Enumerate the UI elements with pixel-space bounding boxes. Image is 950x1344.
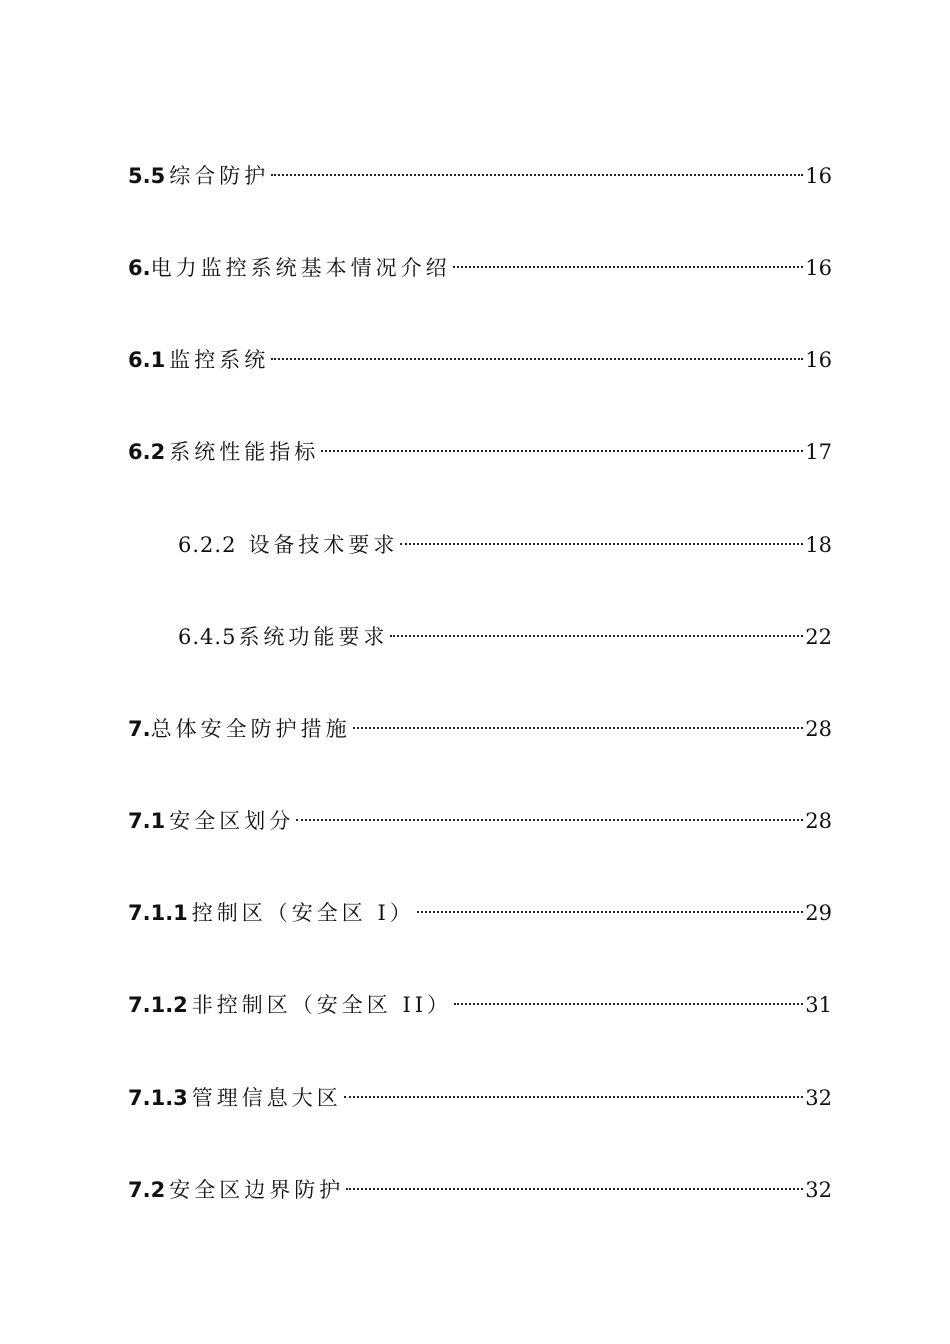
dot-leader: [353, 702, 804, 736]
dot-leader: [453, 241, 804, 275]
toc-entry-page: 18: [805, 533, 832, 557]
toc-entry-7-2[interactable]: [128, 1163, 832, 1202]
toc-entry-number: 7.2: [128, 1178, 166, 1202]
toc-entry-page: 22: [805, 625, 832, 649]
toc-entry-number: 7.1: [128, 809, 166, 833]
toc-entry-title: 非控制区（安全区 II）: [191, 993, 453, 1017]
toc-entry-title: 管理信息大区: [191, 1086, 342, 1110]
toc-entry-7-1-1[interactable]: [128, 886, 832, 925]
toc-entry-page: 16: [805, 164, 832, 188]
dot-leader: [417, 886, 803, 920]
toc-entry-page: 29: [805, 901, 832, 925]
toc-entry-title: 监控系统: [169, 348, 270, 372]
dot-leader: [271, 149, 803, 183]
dot-leader: [400, 518, 803, 552]
toc-entry-title: 总体安全防护措施: [150, 717, 351, 741]
toc-entry-title: 安全区边界防护: [169, 1178, 345, 1202]
toc-entry-5-5[interactable]: [128, 149, 832, 188]
dot-leader: [390, 610, 803, 644]
toc-entry-page: 32: [805, 1086, 832, 1110]
toc-entry-page: 28: [805, 809, 832, 833]
dot-leader: [454, 978, 803, 1012]
toc-entry-page: 32: [805, 1178, 832, 1202]
dot-leader: [321, 425, 803, 459]
toc-entry-page: 17: [805, 440, 832, 464]
toc-entry-number: 6.: [128, 256, 151, 280]
toc-entry-number: 5.5: [128, 164, 166, 188]
toc-entry-number: 7.1.2: [128, 993, 188, 1017]
toc-entry-title: 系统功能要求: [238, 625, 389, 649]
toc-entry-7-1[interactable]: [128, 794, 832, 833]
toc-entry-6[interactable]: [128, 241, 832, 280]
dot-leader: [296, 794, 803, 828]
dot-leader: [271, 333, 803, 367]
toc-entry-6-1[interactable]: [128, 333, 832, 372]
toc-entry-page: 31: [805, 993, 832, 1017]
dot-leader: [346, 1163, 803, 1197]
toc-entry-title: 系统性能指标: [169, 440, 320, 464]
toc-entry-title: 电力监控系统基本情况介绍: [150, 256, 451, 280]
toc-entry-number: 6.4.5: [178, 625, 237, 649]
toc-entry-title: 综合防护: [169, 164, 270, 188]
toc-entry-number: 7.1.1: [128, 901, 188, 925]
toc-entry-page: 16: [805, 348, 832, 372]
toc-entry-number: 6.2.2: [178, 533, 237, 557]
toc-entry-number: 6.2: [128, 440, 166, 464]
toc-entry-6-2-2[interactable]: [178, 518, 832, 557]
toc-entry-7[interactable]: [128, 702, 832, 741]
toc-entry-page: 16: [805, 256, 832, 280]
toc-entry-title: 安全区划分: [169, 809, 295, 833]
toc-entry-6-2[interactable]: [128, 425, 832, 464]
toc-entry-6-4-5[interactable]: [178, 610, 832, 649]
toc-entry-title: 控制区（安全区 I）: [191, 901, 415, 925]
toc-entry-number: 7.1.3: [128, 1086, 188, 1110]
toc-entry-title: 设备技术要求: [248, 533, 399, 557]
toc-entry-number: 6.1: [128, 348, 166, 372]
toc-entry-7-1-2[interactable]: [128, 978, 832, 1017]
toc-entry-7-1-3[interactable]: [128, 1071, 832, 1110]
toc-entry-number: 7.: [128, 717, 151, 741]
toc-entry-page: 28: [805, 717, 832, 741]
dot-leader: [344, 1071, 803, 1105]
